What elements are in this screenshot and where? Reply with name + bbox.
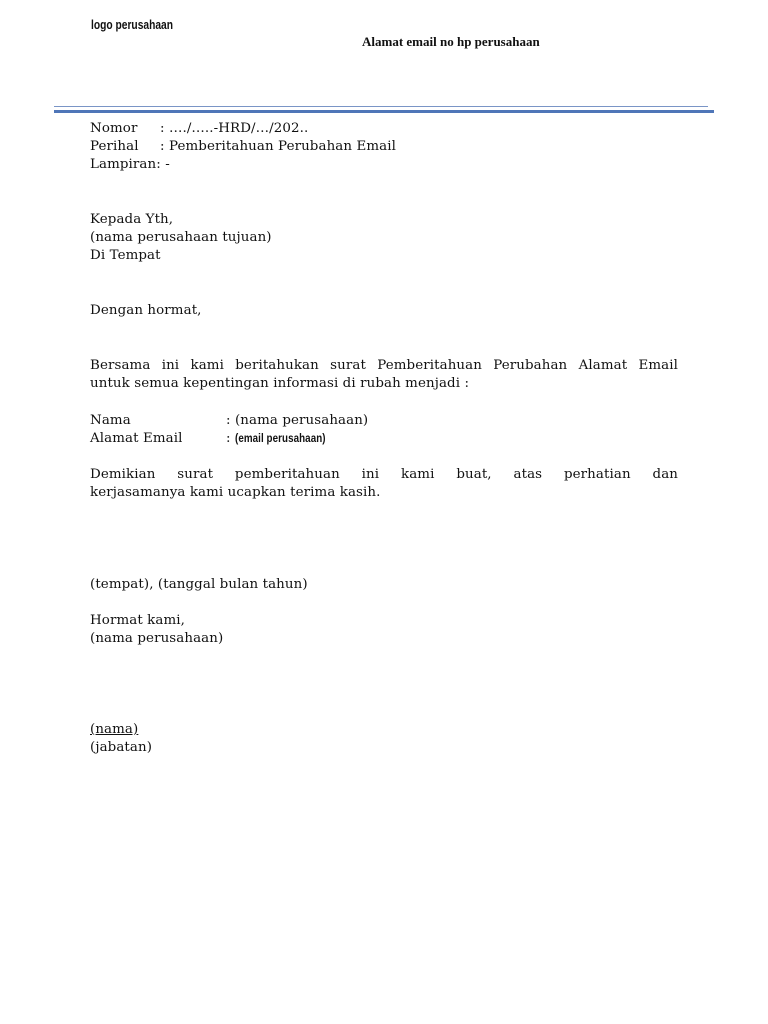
recipient-greeting: Kepada Yth, [90, 212, 174, 227]
email-label: Alamat Email [90, 431, 183, 446]
nomor-value: : …./…..-HRD/…/202.. [160, 121, 309, 136]
salutation-text: Dengan hormat, [90, 303, 202, 318]
email-colon: : [226, 431, 231, 446]
place-date-text: (tempat), (tanggal bulan tahun) [90, 577, 308, 592]
company-logo-placeholder: logo perusahaan [91, 18, 174, 32]
nomor-label: Nomor [90, 121, 138, 136]
recipient-place: Di Tempat [90, 248, 161, 263]
closing-paragraph [90, 466, 678, 502]
closing-line-2: kerjasamanya kami ucapkan terima kasih. [90, 485, 381, 500]
email-value: (email perusahaan) [234, 433, 326, 445]
header-divider-thick [54, 110, 714, 113]
recipient-block [90, 211, 678, 265]
name-value: : (nama perusahaan) [226, 413, 369, 428]
perihal-value: : Pemberitahuan Perubahan Email [160, 139, 396, 154]
intro-line-1: Bersama ini kami beritahukan surat Pemberitahuan Perubahan Alamat Email [90, 358, 678, 373]
letter-meta [90, 120, 678, 174]
details-block [90, 412, 678, 448]
perihal-label: Perihal [90, 139, 139, 154]
recipient-company: (nama perusahaan tujuan) [90, 230, 272, 245]
company-contact: Alamat email no hp perusahaan [362, 34, 540, 49]
lampiran: Lampiran: - [90, 157, 170, 172]
regards-text: Hormat kami, [90, 613, 185, 628]
place-date [90, 576, 678, 594]
regards-block [90, 612, 678, 648]
signatory-block [90, 721, 678, 757]
signatory-position: (jabatan) [90, 740, 153, 755]
name-label: Nama [90, 413, 131, 428]
signatory-name: (nama) [90, 722, 139, 737]
intro-line-2: untuk semua kepentingan informasi di rubah menjadi : [90, 376, 470, 391]
signing-company: (nama perusahaan) [90, 631, 224, 646]
salutation [90, 302, 678, 320]
header-divider-thin [54, 106, 708, 107]
closing-line-1: Demikian surat pemberitahuan ini kami buat, atas perhatian dan [90, 467, 678, 482]
intro-paragraph [90, 357, 678, 393]
